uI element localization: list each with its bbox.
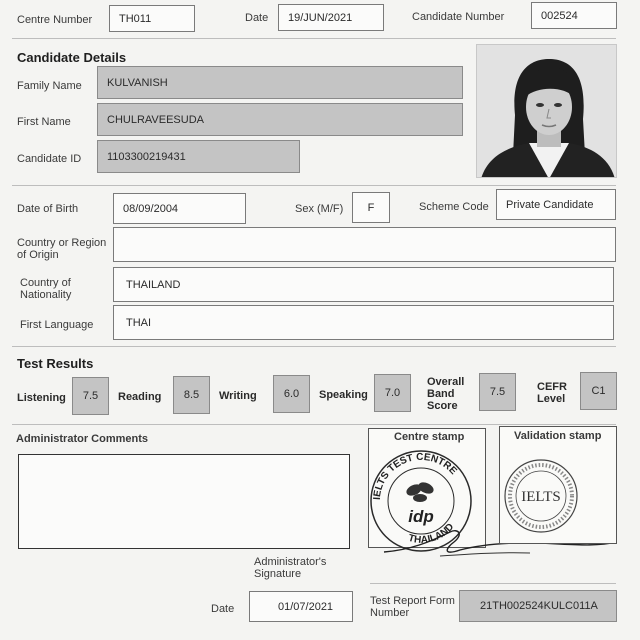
scheme-code-field[interactable]: Private Candidate <box>496 189 616 220</box>
dob-label: Date of Birth <box>17 203 79 215</box>
nationality-field[interactable]: THAILAND <box>113 267 614 302</box>
first-language-label: First Language <box>20 319 94 331</box>
divider <box>12 185 616 186</box>
centre-number-field[interactable]: TH011 <box>109 5 195 32</box>
first-name-field[interactable]: CHULRAVEESUDA <box>97 103 463 136</box>
overall-band-score: 7.5 <box>479 373 516 411</box>
dob-field[interactable]: 08/09/2004 <box>113 193 246 224</box>
trf-label-line-2: Number <box>370 607 410 619</box>
divider <box>12 424 616 425</box>
admin-date-field[interactable]: 01/07/2021 <box>249 591 353 622</box>
nationality-label-line-2: Nationality <box>20 289 72 301</box>
sex-field[interactable]: F <box>352 192 390 223</box>
speaking-score: 7.0 <box>374 374 411 412</box>
admin-comments-field[interactable] <box>18 454 350 549</box>
centre-number-label: Centre Number <box>17 14 93 26</box>
administrator-signature-label <box>254 556 326 580</box>
candidate-number-field[interactable]: 002524 <box>531 2 617 29</box>
signature-label-line-2: Signature <box>254 568 302 580</box>
candidate-id-label: Candidate ID <box>17 153 82 165</box>
centre-stamp-bottom-text: THAILAND <box>407 521 457 546</box>
family-name-label: Family Name <box>17 80 82 92</box>
origin-label-line-1: Country or Region <box>17 237 107 249</box>
overall-label-line-2: Band <box>427 388 455 400</box>
origin-field[interactable] <box>113 227 616 262</box>
family-name-field[interactable]: KULVANISH <box>97 66 463 99</box>
first-name-label: First Name <box>17 116 71 128</box>
overall-band-score-label <box>427 376 464 412</box>
centre-stamp-top-text: IELTS TEST CENTRE <box>371 451 459 501</box>
listening-score: 7.5 <box>72 377 109 415</box>
admin-comments-label: Administrator Comments <box>16 433 149 445</box>
candidate-id-field[interactable]: 1103300219431 <box>97 140 300 173</box>
scheme-code-label: Scheme Code <box>419 201 489 213</box>
validation-stamp-seal <box>501 456 581 536</box>
cefr-label-line-2: Level <box>537 393 566 405</box>
divider <box>12 38 616 39</box>
overall-label-line-1: Overall <box>427 376 465 388</box>
validation-stamp-label: Validation stamp <box>514 430 602 442</box>
validation-stamp-text: IELTS <box>521 489 561 505</box>
reading-label: Reading <box>118 391 162 403</box>
header-date-label: Date <box>245 12 269 24</box>
trf-number-field[interactable]: 21TH002524KULC011A <box>459 590 617 622</box>
centre-stamp-logo-text: idp <box>408 507 434 526</box>
test-results-title: Test Results <box>17 356 94 371</box>
writing-label: Writing <box>219 390 257 402</box>
writing-score: 6.0 <box>273 375 310 413</box>
header-date-field[interactable]: 19/JUN/2021 <box>278 4 384 31</box>
overall-label-line-3: Score <box>427 400 458 412</box>
cefr-label-line-1: CEFR <box>537 381 567 393</box>
divider <box>12 346 616 347</box>
origin-label <box>17 237 106 261</box>
origin-label-line-2: of Origin <box>17 249 59 261</box>
centre-stamp-label: Centre stamp <box>394 431 465 443</box>
sex-label: Sex (M/F) <box>295 203 344 215</box>
reading-score: 8.5 <box>173 376 210 414</box>
trf-label-line-1: Test Report Form <box>370 595 455 607</box>
listening-label: Listening <box>17 392 66 404</box>
speaking-label: Speaking <box>319 389 368 401</box>
nationality-label-line-1: Country of <box>20 277 71 289</box>
candidate-details-title: Candidate Details <box>17 50 127 65</box>
signature-label-line-1: Administrator's <box>254 556 327 568</box>
candidate-number-label: Candidate Number <box>412 11 505 23</box>
divider <box>370 583 616 584</box>
cefr-level: C1 <box>580 372 617 410</box>
candidate-photo <box>476 44 617 178</box>
trf-number-label <box>370 595 455 619</box>
admin-date-label: Date <box>211 603 235 615</box>
first-language-field[interactable]: THAI <box>113 305 614 340</box>
nationality-label <box>20 277 71 301</box>
candidate-portrait-icon <box>477 45 617 178</box>
cefr-level-label <box>537 381 567 405</box>
